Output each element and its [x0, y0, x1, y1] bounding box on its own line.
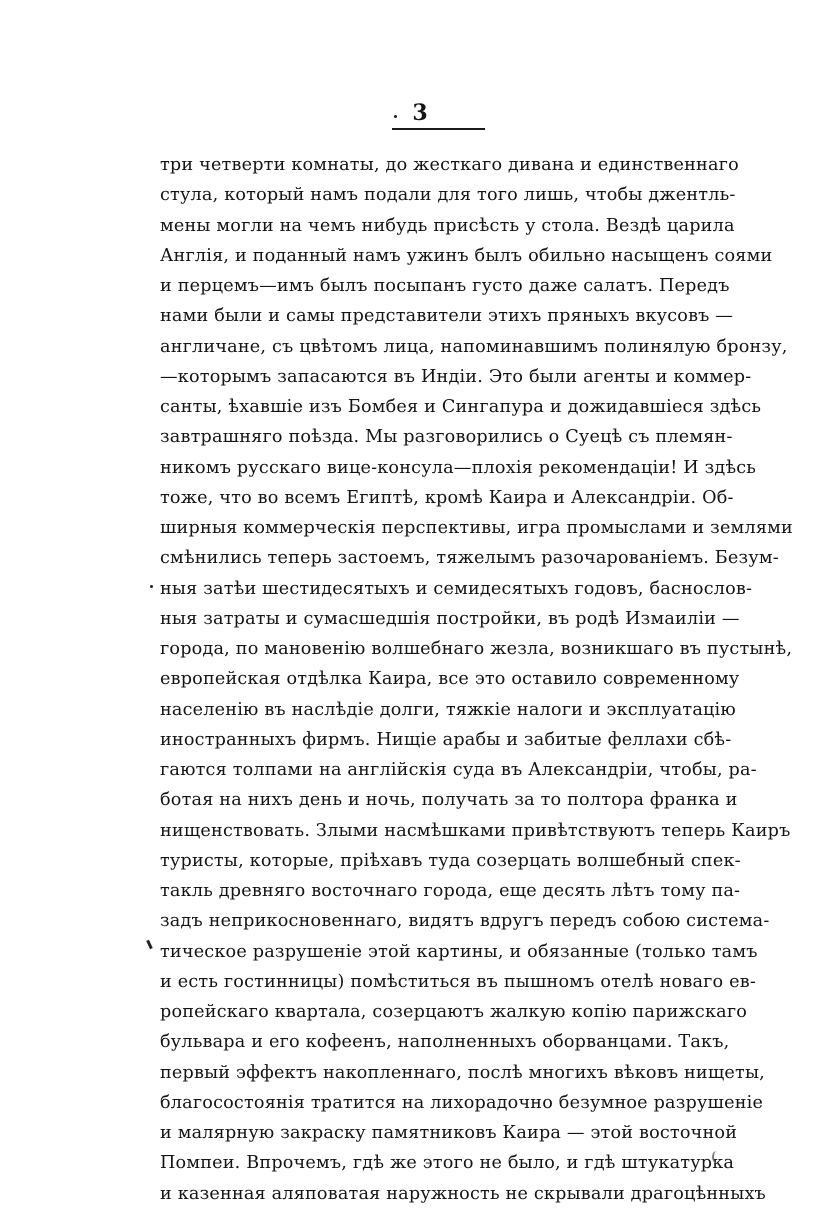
text-line: первый эффектъ накопленнаго, послѣ многихъ вѣковъ нищеты, — [160, 1062, 765, 1083]
text-line: мены могли на чемъ нибудь присѣсть у стола. Вездѣ царила — [160, 215, 735, 236]
text-line: завтрашняго поѣзда. Мы разговорились о Суецѣ съ племян- — [160, 427, 733, 448]
text-line: тоже, что во всемъ Египтѣ, кромѣ Каира и Александріи. Об- — [160, 487, 734, 508]
text-line: ныя затѣи шестидесятыхъ и семидесятыхъ годовъ, баснослов- — [160, 578, 753, 599]
header-rule — [392, 128, 485, 130]
text-line: европейская отдѣлка Каира, все это оставило современному — [160, 669, 740, 690]
body-text — [160, 150, 793, 1209]
page-number: 3 — [412, 100, 428, 126]
text-line: англичане, съ цвѣтомъ лица, напоминавшимъ полинялую бронзу, — [160, 336, 788, 357]
text-line: Англія, и поданный намъ ужинъ былъ обильно насыщенъ соями — [160, 245, 773, 266]
text-line: гаются толпами на англійскія суда въ Александріи, чтобы, ра- — [160, 760, 757, 780]
text-line: и казенная аляповатая наружность не скрывали драгоцѣнныхъ — [160, 1183, 766, 1204]
text-line: смѣнились теперь застоемъ, тяжелымъ разочарованіемъ. Безум- — [160, 548, 779, 569]
text-line: нами были и самы представители этихъ пряныхъ вкусовъ — — [160, 306, 734, 327]
text-line: ныя затраты и сумасшедшія постройки, въ родѣ Измаиліи — — [160, 608, 740, 629]
margin-tick-mark — [146, 940, 153, 949]
text-line: и есть гостинницы) помѣститься въ пышномъ отелѣ новаго ев- — [160, 971, 757, 992]
corner-stray-mark — [712, 1151, 721, 1163]
text-line: и малярную закраску памятниковъ Каира — этой восточной — [160, 1123, 738, 1143]
text-line: и перцемъ—имъ былъ посыпанъ густо даже салатъ. Передъ — [160, 276, 730, 296]
text-line: задъ неприкосновеннаго, видятъ вдругъ передъ собою система- — [160, 911, 770, 932]
text-line: три четверти комнаты, до жесткаго дивана и единственнаго — [160, 155, 739, 175]
text-line: стула, который намъ подали для того лишь, чтобы джентль- — [160, 185, 736, 206]
text-line: тическое разрушеніе этой картины, и обязанные (только тамъ — [160, 941, 758, 962]
margin-dot-mark — [150, 585, 153, 588]
text-line: нищенствовать. Злыми насмѣшками привѣтствуютъ теперь Каиръ — [160, 820, 791, 841]
text-line: —которымъ запасаются въ Индіи. Это были агенты и коммер- — [160, 366, 752, 387]
text-line: иностранныхъ фирмъ. Нищіе арабы и забитые феллахи сбѣ- — [160, 729, 732, 750]
text-line: бульвара и его кофеенъ, наполненныхъ оборванцами. Такъ, — [160, 1032, 730, 1053]
text-line: санты, ѣхавшіе изъ Бомбея и Сингапура и дожидавшіеся здѣсь — [160, 397, 762, 417]
text-line: Помпеи. Впрочемъ, гдѣ же этого не было, и гдѣ штукатурка — [160, 1153, 735, 1174]
text-line: населенію въ наслѣдіе долги, тяжкіе налоги и эксплуатацію — [160, 699, 736, 720]
text-line: ропейскаго квартала, созерцаютъ жалкую копію парижскаго — [160, 1002, 748, 1022]
text-line: благосостоянія тратится на лихорадочно безумное разрушеніе — [160, 1092, 764, 1113]
text-line: ботая на нихъ день и ночь, получать за то полтора франка и — [160, 790, 738, 811]
text-line: туристы, которые, пріѣхавъ туда созерцать волшебный спек- — [160, 850, 741, 871]
text-line: такль древняго восточнаго города, еще десять лѣтъ тому па- — [160, 881, 741, 901]
text-line: никомъ русскаго вице-консула—плохія рекомендаціи! И здѣсь — [160, 457, 757, 478]
text-line: города, по мановенію волшебнаго жезла, возникшаго въ пустынѣ, — [160, 639, 793, 659]
text-line: ширныя коммерческія перспективы, игра промыслами и землями — [160, 518, 793, 538]
